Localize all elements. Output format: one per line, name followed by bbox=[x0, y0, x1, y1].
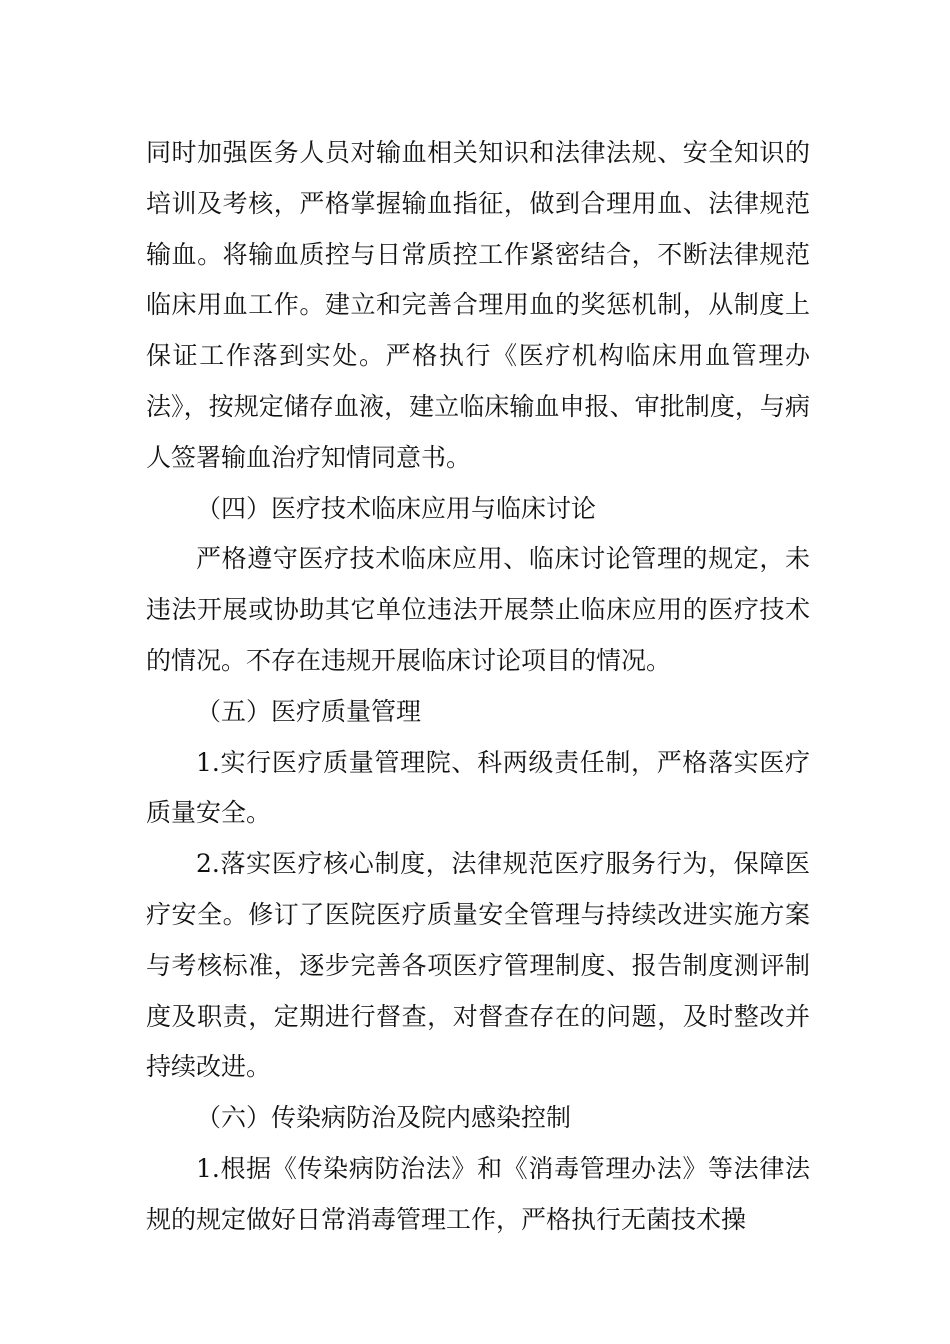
section-heading-quality-management: （五）医疗质量管理 bbox=[196, 696, 422, 726]
paragraph-quality-item-1: 1.实行医疗质量管理院、科两级责任制，严格落实医疗质量安全。 bbox=[146, 747, 810, 828]
document-body bbox=[146, 128, 810, 1246]
paragraph-infection-item-1: 1.根据《传染病防治法》和《消毒管理办法》等法律法规的规定做好日常消毒管理工作，严格执行无菌技术操 bbox=[146, 1153, 810, 1234]
paragraph-quality-item-2: 2.落实医疗核心制度，法律规范医疗服务行为，保障医疗安全。修订了医院医疗质量安全管理与持续改进实施方案与考核标准，逐步完善各项医疗管理制度、报告制度测评制度及职责，定期进行督查，对督查存在的问题，及时整改并持续改进。 bbox=[146, 849, 810, 1082]
section-heading-medical-technology: （四）医疗技术临床应用与临床讨论 bbox=[196, 493, 597, 523]
section-heading-infection-control: （六）传染病防治及院内感染控制 bbox=[196, 1103, 572, 1133]
paragraph-transfusion-training: 同时加强医务人员对输血相关知识和法律法规、安全知识的培训及考核，严格掌握输血指征，做到合理用血、法律规范输血。将输血质控与日常质控工作紧密结合，不断法律规范临床用血工作。建立和完善合理用血的奖惩机制，从制度上保证工作落到实处。严格执行《医疗机构临床用血管理办法》，按规定储存血液，建立临床输血申报、审批制度，与病人签署输血治疗知情同意书。 bbox=[146, 138, 810, 472]
paragraph-medical-technology: 严格遵守医疗技术临床应用、临床讨论管理的规定，未违法开展或协助其它单位违法开展禁止临床应用的医疗技术的情况。不存在违规开展临床讨论项目的情况。 bbox=[146, 544, 810, 675]
